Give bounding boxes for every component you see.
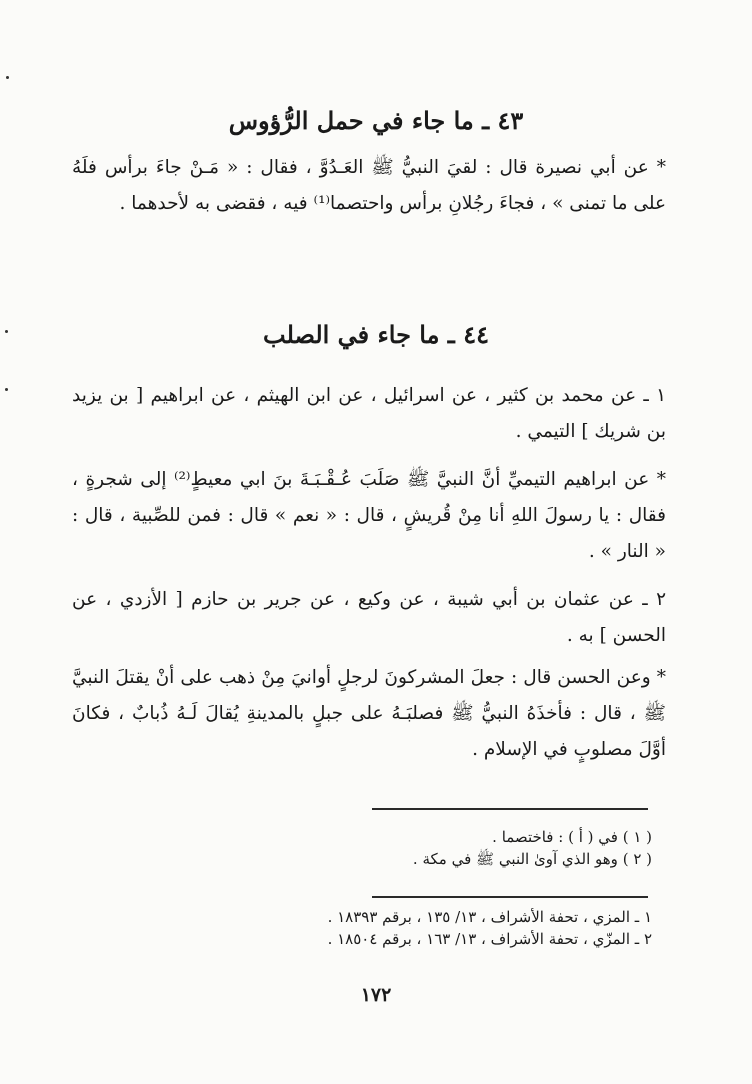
page-number: ١٧٢ xyxy=(360,984,392,1006)
reference-2: ٢ ـ المزّي ، تحفة الأشراف ، ١٣/ ١٦٣ ، برقم ١٨٥٠٤ . xyxy=(327,930,652,948)
footnote-1: ( ١ ) في ( أ ) : فاختصما . xyxy=(492,828,652,846)
section-43-paragraph xyxy=(72,150,666,222)
footnotes xyxy=(82,826,652,870)
section-44-isnad-1 xyxy=(72,378,666,450)
hadith-text: * وعن الحسن قال : جعلَ المشركونَ لرجلٍ أوانيَ مِنْ ذهب على أنْ يقتلَ النبيَّ ﷺ ، قال : فأخذَهُ النبيُّ ﷺ فصلبَـهُ على جبلٍ بالمدينةِ يُقالَ لَـهُ ذُبابٌ ، فكانَ أوَّلَ مصلوبٍ في الإسلام . xyxy=(72,667,666,760)
isnad-text: ٢ ـ عن عثمان بن أبي شيبة ، عن وكيع ، عن جرير بن حازم [ الأزدي ، عن الحسن ] به . xyxy=(72,589,666,646)
footnote-2: ( ٢ ) وهو الذي آوىٰ النبي ﷺ في مكة . xyxy=(412,850,652,868)
reference-1: ١ ـ المزي ، تحفة الأشراف ، ١٣/ ١٣٥ ، برقم ١٨٣٩٣ . xyxy=(327,908,652,926)
section-44-isnad-2 xyxy=(72,582,666,654)
scan-speck xyxy=(6,76,9,79)
hadith-text: * عن ابراهيم التيميِّ أنَّ النبيَّ ﷺ صَلَبَ عُـقْـبَـةَ بنَ ابي معيطٍ⁽²⁾ إلى شجرةٍ ، فقال : يا رسولَ اللهِ أنا مِنْ قُريشٍ ، قال : « نعم » قال : فمن للصِّبية ، قال : « النار » . xyxy=(72,469,666,562)
scan-speck xyxy=(5,330,8,333)
isnad-text: ١ ـ عن محمد بن كثير ، عن اسرائيل ، عن ابن الهيثم ، عن ابراهيم [ بن يزيد بن شريك ] التيمي . xyxy=(72,385,666,442)
section-44-hadith-1 xyxy=(72,462,666,570)
section-44-hadith-2 xyxy=(72,660,666,768)
references xyxy=(82,906,652,950)
hadith-text: * عن أبي نصيرة قال : لقيَ النبيُّ ﷺ العَـدُوَّ ، فقال : « مَـنْ جاءَ برأس فلَهُ على ما تمنى » ، فجاءَ رجُلانِ برأس واحتصما⁽¹⁾ فيه ، فقضى به لأحدهما . xyxy=(72,157,666,214)
scan-speck xyxy=(5,388,8,391)
footnote-divider xyxy=(372,808,648,810)
section-43-heading: ٤٣ ـ ما جاء في حمل الرُّؤوس xyxy=(228,106,524,135)
references-divider xyxy=(372,896,648,898)
section-44-heading: ٤٤ ـ ما جاء في الصلب xyxy=(263,320,489,349)
